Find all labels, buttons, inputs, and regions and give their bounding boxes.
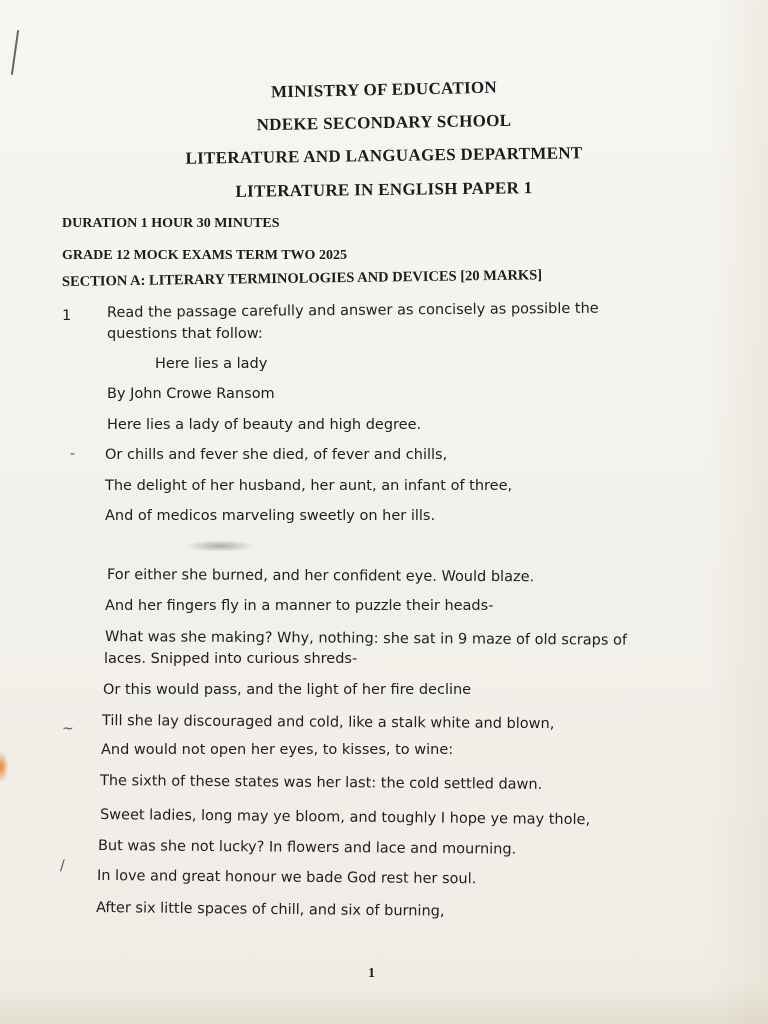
margin-mark: ~ — [62, 721, 74, 737]
question-number: 1 — [62, 308, 72, 324]
question-instruction-line2: questions that follow: — [107, 326, 263, 342]
poem-author: By John Crowe Ransom — [107, 386, 275, 402]
poem-line: For either she burned, and her confident eye. Would blaze. — [106, 567, 535, 586]
header-ministry: MINISTRY OF EDUCATION — [270, 77, 498, 102]
poem-line: And of medicos marveling sweetly on her ills. — [105, 508, 436, 524]
poem-line: The sixth of these states was her last: the cold settled dawn. — [99, 773, 543, 793]
duration: DURATION 1 HOUR 30 MINUTES — [62, 216, 280, 231]
page-bottom-shadow — [0, 984, 768, 1024]
pen-stroke-mark — [11, 30, 19, 75]
poem-line: Or chills and fever she died, of fever and chills, — [105, 447, 448, 463]
poem-line: Sweet ladies, long may ye bloom, and toughly I hope ye may thole, — [99, 807, 591, 829]
header-department: LITERATURE AND LANGUAGES DEPARTMENT — [185, 143, 583, 168]
question-instruction-line1: Read the passage carefully and answer as concisely as possible the — [106, 300, 599, 321]
header-school: NDEKE SECONDARY SCHOOL — [256, 110, 512, 135]
exam-title: GRADE 12 MOCK EXAMS TERM TWO 2025 — [62, 248, 347, 263]
section-heading: SECTION A: LITERARY TERMINOLOGIES AND DEVICES [20 MARKS] — [61, 267, 543, 290]
page-number: 1 — [368, 966, 375, 981]
poem-line: Till she lay discouraged and cold, like a stalk white and blown, — [101, 713, 555, 733]
poem-line: Here lies a lady of beauty and high degree. — [107, 417, 422, 433]
margin-tick: - — [70, 446, 76, 462]
poem-line: Or this would pass, and the light of her fire decline — [103, 682, 472, 698]
poem-title: Here lies a lady — [155, 356, 268, 372]
poem-line: And her fingers fly in a manner to puzzle their heads- — [105, 598, 494, 614]
poem-line: The delight of her husband, her aunt, an infant of three, — [105, 478, 513, 494]
orange-stain — [0, 752, 8, 782]
header-paper: LITERATURE IN ENGLISH PAPER 1 — [235, 178, 533, 201]
poem-line: And would not open her eyes, to kisses, to wine: — [101, 742, 454, 758]
margin-mark: / — [60, 858, 65, 874]
poem-line: laces. Snipped into curious shreds- — [104, 651, 358, 667]
poem-line: After six little spaces of chill, and six of burning, — [95, 900, 445, 920]
ink-smudge — [185, 540, 255, 552]
poem-line: In love and great honour we bade God rest her soul. — [96, 868, 477, 888]
poem-line: But was she not lucky? In flowers and lace and mourning. — [97, 838, 517, 858]
poem-line: What was she making? Why, nothing: she sat in 9 maze of old scraps of — [104, 629, 628, 649]
